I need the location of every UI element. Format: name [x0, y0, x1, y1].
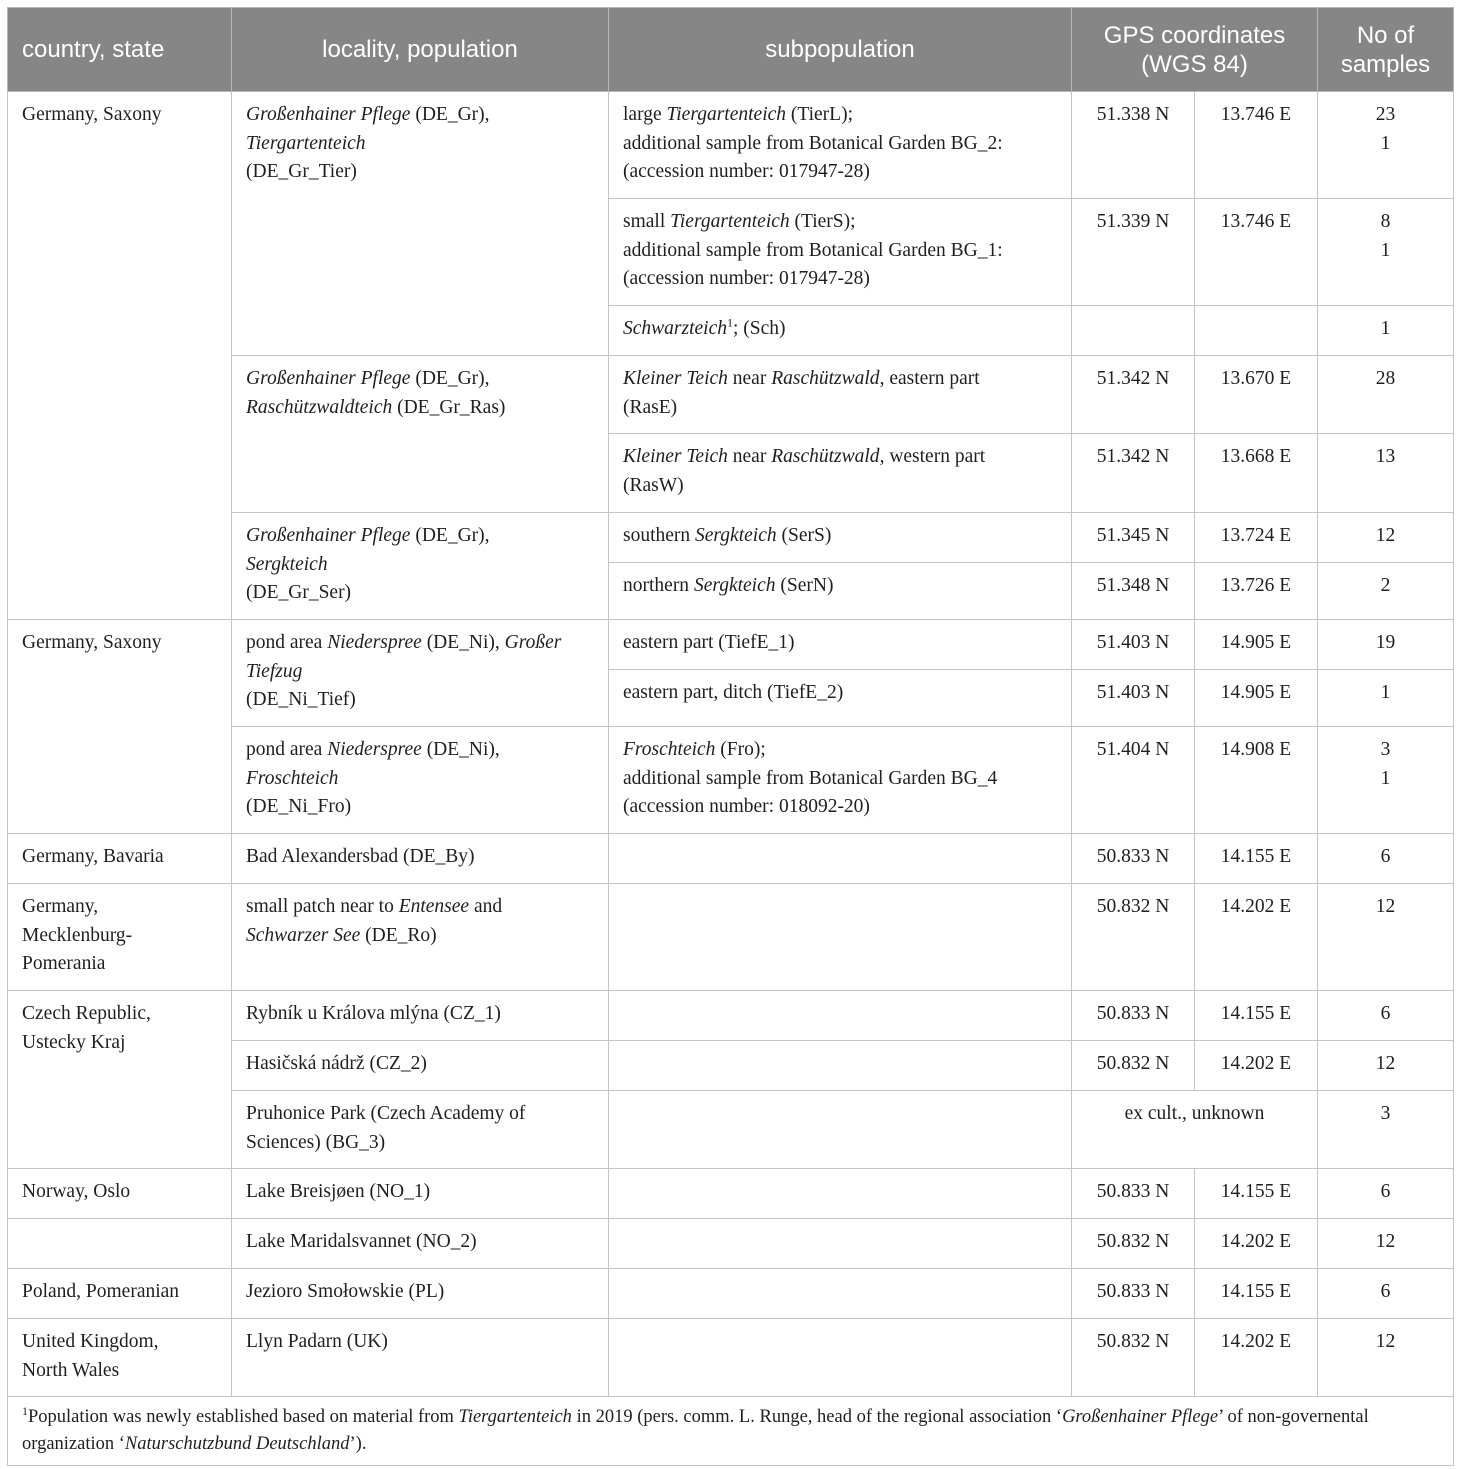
longitude-cell: 14.202 E	[1195, 884, 1318, 991]
country-cell	[8, 1219, 232, 1269]
longitude-cell: 13.726 E	[1195, 563, 1318, 620]
subpop-place: Raschützwald	[771, 446, 880, 467]
subpop-accession: (accession number: 017947-28)	[623, 268, 870, 289]
locality-prefix: small patch near to	[246, 896, 399, 917]
locality-cell	[232, 620, 609, 727]
locality-text: and	[469, 896, 503, 917]
country-cell: Norway, Oslo	[8, 1169, 232, 1219]
locality-name: Großenhainer Pflege	[246, 104, 411, 125]
latitude-cell: 51.338 N	[1072, 92, 1195, 199]
latitude-cell: 50.832 N	[1072, 1041, 1195, 1091]
subpopulation-cell: eastern part (TiefE_1)	[609, 620, 1072, 670]
subpop-name: Schwarzteich	[623, 318, 727, 339]
footnote-italic: Naturschutzbund Deutschland	[124, 1434, 350, 1454]
samples-cell: 12	[1318, 1041, 1454, 1091]
latitude-cell	[1072, 306, 1195, 356]
latitude-cell: 50.832 N	[1072, 1219, 1195, 1269]
locality-prefix: pond area	[246, 739, 328, 760]
samples-cell	[1318, 727, 1454, 834]
footnote-text: ’ of non-governental organization ‘	[22, 1407, 1369, 1454]
subpop-part: , eastern part	[879, 368, 980, 389]
samples-cell: 6	[1318, 991, 1454, 1041]
table-container	[7, 7, 1453, 1466]
footnote-mark: 1	[22, 1403, 28, 1418]
subpop-name: Tiergartenteich	[670, 211, 790, 232]
samples-count: 8	[1380, 211, 1391, 232]
samples-count-extra: 1	[1380, 767, 1391, 789]
subpop-part: , western part	[879, 446, 986, 467]
longitude-cell: 14.202 E	[1195, 1319, 1318, 1397]
subpop-text: near	[727, 446, 772, 467]
locality-code: (DE_Ni),	[421, 632, 505, 653]
subpop-accession: (accession number: 017947-28)	[623, 161, 870, 182]
locality-cell: Llyn Padarn (UK)	[232, 1319, 609, 1397]
subpopulation-cell	[609, 834, 1072, 884]
subpop-note: additional sample from Botanical Garden BG_2:	[623, 132, 1003, 154]
samples-count-extra: 1	[1380, 132, 1391, 154]
longitude-cell: 14.202 E	[1195, 1041, 1318, 1091]
header-country: country, state	[8, 8, 232, 92]
subpopulation-cell	[609, 991, 1072, 1041]
subpop-text: near	[727, 368, 772, 389]
latitude-cell: 51.348 N	[1072, 563, 1195, 620]
locality-name: Großenhainer Pflege	[246, 368, 411, 389]
locality-cell: Hasičská nádrž (CZ_2)	[232, 1041, 609, 1091]
subpop-name: Kleiner Teich	[623, 368, 728, 389]
subpopulation-cell	[609, 563, 1072, 620]
latitude-cell: 51.342 N	[1072, 434, 1195, 513]
populations-table	[7, 7, 1454, 1466]
longitude-cell: 13.724 E	[1195, 513, 1318, 563]
country-line: Pomerania	[22, 953, 106, 974]
longitude-cell: 13.746 E	[1195, 199, 1318, 306]
subpop-code: (RasW)	[623, 474, 684, 496]
subpop-name: Sergkteich	[693, 575, 776, 596]
footnote-italic: Tiergartenteich	[458, 1407, 572, 1427]
locality-pond: Sergkteich	[246, 553, 328, 575]
subpop-code: (SerN)	[775, 575, 834, 596]
locality-pond-code: (DE_Gr_Tier)	[246, 161, 357, 182]
locality-pond: Großer	[504, 632, 562, 653]
country-line: Germany,	[22, 896, 99, 917]
samples-count-extra: 1	[1380, 239, 1391, 261]
samples-cell	[1318, 92, 1454, 199]
table-row	[8, 1269, 1454, 1319]
header-samples-line2: samples	[1340, 50, 1431, 78]
samples-cell: 1	[1318, 670, 1454, 727]
subpopulation-cell	[609, 356, 1072, 434]
locality-line: Pruhonice Park (Czech Academy of	[246, 1103, 526, 1124]
samples-cell: 6	[1318, 1169, 1454, 1219]
subpop-name: Tiergartenteich	[666, 104, 787, 125]
country-cell: Poland, Pomeranian	[8, 1269, 232, 1319]
locality-code: (DE_Gr),	[410, 525, 490, 546]
longitude-cell: 14.155 E	[1195, 834, 1318, 884]
country-cell	[8, 884, 232, 991]
locality-code: (DE_Ni),	[421, 739, 500, 760]
table-row	[8, 1169, 1454, 1219]
footnote-mark: 1	[726, 315, 733, 330]
latitude-cell: 50.833 N	[1072, 834, 1195, 884]
latitude-cell: 51.404 N	[1072, 727, 1195, 834]
latitude-cell: 50.833 N	[1072, 1269, 1195, 1319]
samples-cell: 6	[1318, 1269, 1454, 1319]
longitude-cell: 14.908 E	[1195, 727, 1318, 834]
samples-cell: 6	[1318, 834, 1454, 884]
header-gps-line1: GPS coordinates	[1103, 21, 1286, 49]
latitude-cell: 51.403 N	[1072, 670, 1195, 727]
table-row	[8, 92, 1454, 199]
country-cell	[8, 991, 232, 1169]
header-locality: locality, population	[232, 8, 609, 92]
subpop-name: Sergkteich	[695, 525, 777, 546]
locality-name: Entensee	[398, 896, 470, 917]
footnote-italic: Großenhainer Pflege	[1062, 1407, 1219, 1427]
subpop-code: (RasE)	[623, 396, 678, 418]
country-line: North Wales	[22, 1359, 120, 1381]
locality-cell: Jezioro Smołowskie (PL)	[232, 1269, 609, 1319]
longitude-cell: 14.905 E	[1195, 670, 1318, 727]
footnote-text: in 2019 (pers. comm. L. Runge, head of the regional association ‘	[571, 1407, 1063, 1427]
subpop-code: (TierL);	[786, 104, 853, 125]
locality-code: (DE_Gr),	[410, 368, 490, 389]
subpopulation-cell	[609, 1219, 1072, 1269]
samples-cell: 12	[1318, 1319, 1454, 1397]
locality-cell	[232, 513, 609, 620]
latitude-cell: 51.403 N	[1072, 620, 1195, 670]
samples-cell: 19	[1318, 620, 1454, 670]
locality-cell: Bad Alexandersbad (DE_By)	[232, 834, 609, 884]
subpop-place: Raschützwald	[771, 368, 880, 389]
locality-name: Niederspree	[327, 632, 422, 653]
subpop-name: Froschteich	[623, 739, 716, 760]
header-gps-line2: (WGS 84)	[1141, 50, 1248, 78]
subpop-code: (TierS);	[789, 211, 856, 232]
country-cell: Germany, Saxony	[8, 92, 232, 620]
samples-cell: 2	[1318, 563, 1454, 620]
country-cell: Germany, Bavaria	[8, 834, 232, 884]
subpop-prefix: northern	[623, 575, 694, 596]
locality-cell	[232, 92, 609, 356]
table-row	[8, 1219, 1454, 1269]
subpop-prefix: large	[623, 104, 667, 125]
header-subpopulation: subpopulation	[609, 8, 1072, 92]
locality-name: Niederspree	[327, 739, 422, 760]
subpop-note: additional sample from Botanical Garden BG_4	[623, 767, 998, 789]
subpop-name: Kleiner Teich	[623, 446, 728, 467]
locality-line: Sciences) (BG_3)	[246, 1131, 386, 1153]
subpop-accession: (accession number: 018092-20)	[623, 796, 870, 817]
table-row	[8, 884, 1454, 991]
latitude-cell: 51.342 N	[1072, 356, 1195, 434]
table-row	[8, 991, 1454, 1041]
samples-cell: 1	[1318, 306, 1454, 356]
longitude-cell: 14.202 E	[1195, 1219, 1318, 1269]
samples-cell: 13	[1318, 434, 1454, 513]
subpopulation-cell	[609, 1269, 1072, 1319]
subpopulation-cell	[609, 513, 1072, 563]
subpop-code: (SerS)	[776, 525, 832, 546]
samples-cell: 12	[1318, 513, 1454, 563]
samples-cell: 12	[1318, 884, 1454, 991]
gps-unknown-cell: ex cult., unknown	[1072, 1091, 1318, 1169]
locality-cell	[232, 727, 609, 834]
subpopulation-cell	[609, 1041, 1072, 1091]
locality-pond: Tiergartenteich	[246, 132, 366, 154]
country-line: United Kingdom,	[22, 1331, 159, 1352]
header-samples	[1318, 8, 1454, 92]
longitude-cell: 13.668 E	[1195, 434, 1318, 513]
subpopulation-cell	[609, 1169, 1072, 1219]
longitude-cell: 14.905 E	[1195, 620, 1318, 670]
samples-cell	[1318, 199, 1454, 306]
latitude-cell: 51.339 N	[1072, 199, 1195, 306]
longitude-cell: 13.670 E	[1195, 356, 1318, 434]
locality-pond-cont: Tiefzug	[246, 660, 303, 682]
samples-cell: 12	[1318, 1219, 1454, 1269]
samples-cell: 28	[1318, 356, 1454, 434]
header-samples-line1: No of	[1356, 21, 1415, 49]
samples-count: 23	[1375, 104, 1396, 125]
latitude-cell: 50.833 N	[1072, 1169, 1195, 1219]
locality-pond-code: (DE_Gr_Ras)	[392, 396, 506, 418]
footnote-text: Population was newly established based on material from	[28, 1407, 459, 1427]
latitude-cell: 50.833 N	[1072, 991, 1195, 1041]
country-line: Czech Republic,	[22, 1003, 151, 1024]
samples-count: 3	[1380, 739, 1391, 760]
country-line: Mecklenburg-	[22, 924, 133, 946]
subpopulation-cell	[609, 884, 1072, 991]
locality-pond-code: (DE_Ni_Tief)	[246, 689, 356, 710]
country-line: Ustecky Kraj	[22, 1031, 126, 1053]
locality-code: (DE_Ro)	[360, 924, 437, 946]
locality-cell	[232, 356, 609, 513]
latitude-cell: 51.345 N	[1072, 513, 1195, 563]
subpopulation-cell	[609, 434, 1072, 513]
latitude-cell: 50.832 N	[1072, 1319, 1195, 1397]
subpop-prefix: small	[623, 211, 671, 232]
longitude-cell: 14.155 E	[1195, 1169, 1318, 1219]
locality-cell: Rybník u Králova mlýna (CZ_1)	[232, 991, 609, 1041]
footnote-text: ’).	[349, 1434, 367, 1454]
locality-cell	[232, 1091, 609, 1169]
longitude-cell: 13.746 E	[1195, 92, 1318, 199]
subpop-prefix: southern	[623, 525, 696, 546]
country-cell: Germany, Saxony	[8, 620, 232, 834]
subpop-code: (Fro);	[715, 739, 766, 760]
locality-cell	[232, 884, 609, 991]
footnote	[8, 1397, 1454, 1466]
locality-cell: Lake Breisjøen (NO_1)	[232, 1169, 609, 1219]
locality-name: Großenhainer Pflege	[246, 525, 411, 546]
footnote-row	[8, 1397, 1454, 1466]
country-cell	[8, 1319, 232, 1397]
header-gps	[1072, 8, 1318, 92]
subpopulation-cell	[609, 306, 1072, 356]
locality-pond-code: (DE_Gr_Ser)	[246, 582, 352, 603]
table-row	[8, 834, 1454, 884]
subpopulation-cell	[609, 1319, 1072, 1397]
table-row	[8, 620, 1454, 670]
table-row	[8, 1319, 1454, 1397]
locality-name-2: Schwarzer See	[246, 924, 361, 946]
header-row	[8, 8, 1454, 92]
locality-cell: Lake Maridalsvannet (NO_2)	[232, 1219, 609, 1269]
locality-pond-code: (DE_Ni_Fro)	[246, 796, 352, 817]
subpop-code: ; (Sch)	[732, 318, 786, 339]
locality-prefix: pond area	[246, 632, 328, 653]
longitude-cell: 14.155 E	[1195, 991, 1318, 1041]
latitude-cell: 50.832 N	[1072, 884, 1195, 991]
longitude-cell	[1195, 306, 1318, 356]
subpopulation-cell: eastern part, ditch (TiefE_2)	[609, 670, 1072, 727]
locality-pond: Froschteich	[246, 767, 339, 789]
subpopulation-cell	[609, 727, 1072, 834]
samples-cell: 3	[1318, 1091, 1454, 1169]
subpopulation-cell	[609, 92, 1072, 199]
subpop-note: additional sample from Botanical Garden BG_1:	[623, 239, 1003, 261]
subpopulation-cell	[609, 1091, 1072, 1169]
locality-code: (DE_Gr),	[410, 104, 490, 125]
longitude-cell: 14.155 E	[1195, 1269, 1318, 1319]
locality-pond: Raschützwaldteich	[246, 396, 393, 418]
subpopulation-cell	[609, 199, 1072, 306]
